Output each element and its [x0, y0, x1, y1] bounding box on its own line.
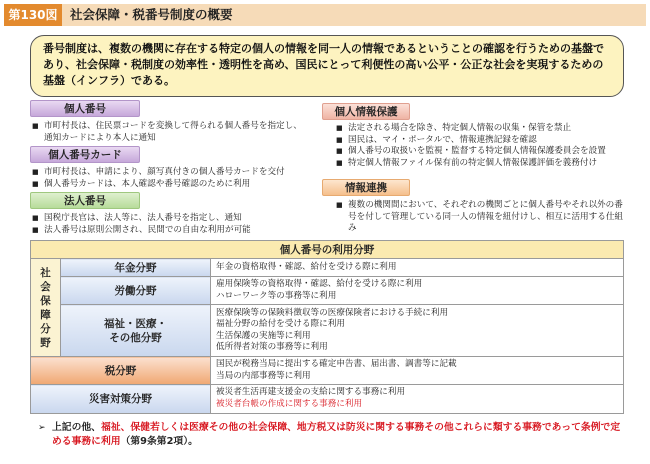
field-fukushi: 福祉・医療・ その他分野: [61, 305, 211, 357]
list-item: ■ 法人番号は原則公開され、民間での自由な利用が可能: [32, 225, 307, 237]
tag-kojin-bango: 個人番号: [30, 100, 140, 117]
desc-fukushi: 医療保険等の保険料徴収等の医療保険者における手続に利用 福祉分野の給付を受ける際に利用 生活保護の実施等に利用 低所得者対策の事務等に利用: [211, 305, 624, 357]
intro-box: 番号制度は、複数の機関に存在する特定の個人の情報を同一人の情報であるということの確認を行うための基盤であり、社会保障・税制度の効率性・透明性を高め、国民にとって利便性の高い公平・公正な社会を実現するための基盤（インフラ）である。: [30, 35, 624, 97]
desc-saigai: 被災者生活再建支援金の支給に関する事務に利用 被災者台帳の作成に関する事務に利用: [211, 385, 624, 413]
list-item: ■ 個人番号の取扱いを監視・監督する特定個人情報保護委員会を設置: [336, 146, 626, 158]
field-tax: 税分野: [31, 357, 211, 385]
list-item: ■ 国民は、マイ・ポータルで、情報連携記録を確認: [336, 135, 626, 147]
figure-header: [4, 4, 646, 26]
tag-hojin-bango: 法人番号: [30, 192, 140, 209]
tag-kojin-card: 個人番号カード: [30, 146, 140, 163]
hojin-bango-list: [32, 213, 307, 236]
list-item: ■ 個人番号カードは、本人確認や番号確認のために利用: [32, 179, 307, 191]
list-item: ■ 特定個人情報ファイル保有前の特定個人情報保護評価を義務付け: [336, 158, 626, 170]
desc-tax: 国民が税務当局に提出する確定申告書、届出書、調書等に記載 当局の内部事務等に利用: [211, 357, 624, 385]
list-item: ■ 市町村長は、申請により、顔写真付きの個人番号カードを交付: [32, 167, 307, 179]
footnote: ➢ 上記の他、福祉、保健若しくは医療その他の社会保障、地方税又は防災に関する事務その他これらに類する事務であって条例で定める事務に利用（第9条第2項）。: [38, 422, 621, 447]
renkei-list: [336, 200, 626, 235]
tag-renkei: 情報連携: [322, 179, 410, 196]
desc-rodo: 雇用保険等の資格取得・確認、給付を受ける際に利用 ハローワーク等の事務等に利用: [211, 277, 624, 305]
field-saigai: 災害対策分野: [31, 385, 211, 413]
kojin-bango-list: [32, 121, 307, 144]
figure-title: 社会保障・税番号制度の概要: [70, 7, 233, 22]
list-item: ■ 市町村長は、住民票コードを変換して得られる個人番号を指定し、通知カードにより本人に通知: [32, 121, 307, 144]
usage-table: [30, 240, 624, 414]
field-nenkin: 年金分野: [61, 259, 211, 277]
shakai-hosho-label: 社会保障分野: [31, 259, 61, 357]
hogo-list: [336, 123, 626, 169]
desc-nenkin: 年金の資格取得・確認、給付を受ける際に利用: [211, 259, 624, 277]
arrow-icon: ➢: [38, 423, 46, 433]
list-item: ■ 複数の機関間において、それぞれの機関ごとに個人番号やそれ以外の番号を付して管理している同一人の情報を紐付けし、相互に活用する仕組み: [336, 200, 626, 235]
field-rodo: 労働分野: [61, 277, 211, 305]
tag-hogo: 個人情報保護: [322, 103, 410, 120]
list-item: ■ 国税庁長官は、法人等に、法人番号を指定し、通知: [32, 213, 307, 225]
figure-number: 第130図: [4, 4, 62, 26]
kojin-card-list: [32, 167, 307, 190]
usage-table-header: 個人番号の利用分野: [31, 241, 624, 259]
list-item: ■ 法定される場合を除き、特定個人情報の収集・保管を禁止: [336, 123, 626, 135]
